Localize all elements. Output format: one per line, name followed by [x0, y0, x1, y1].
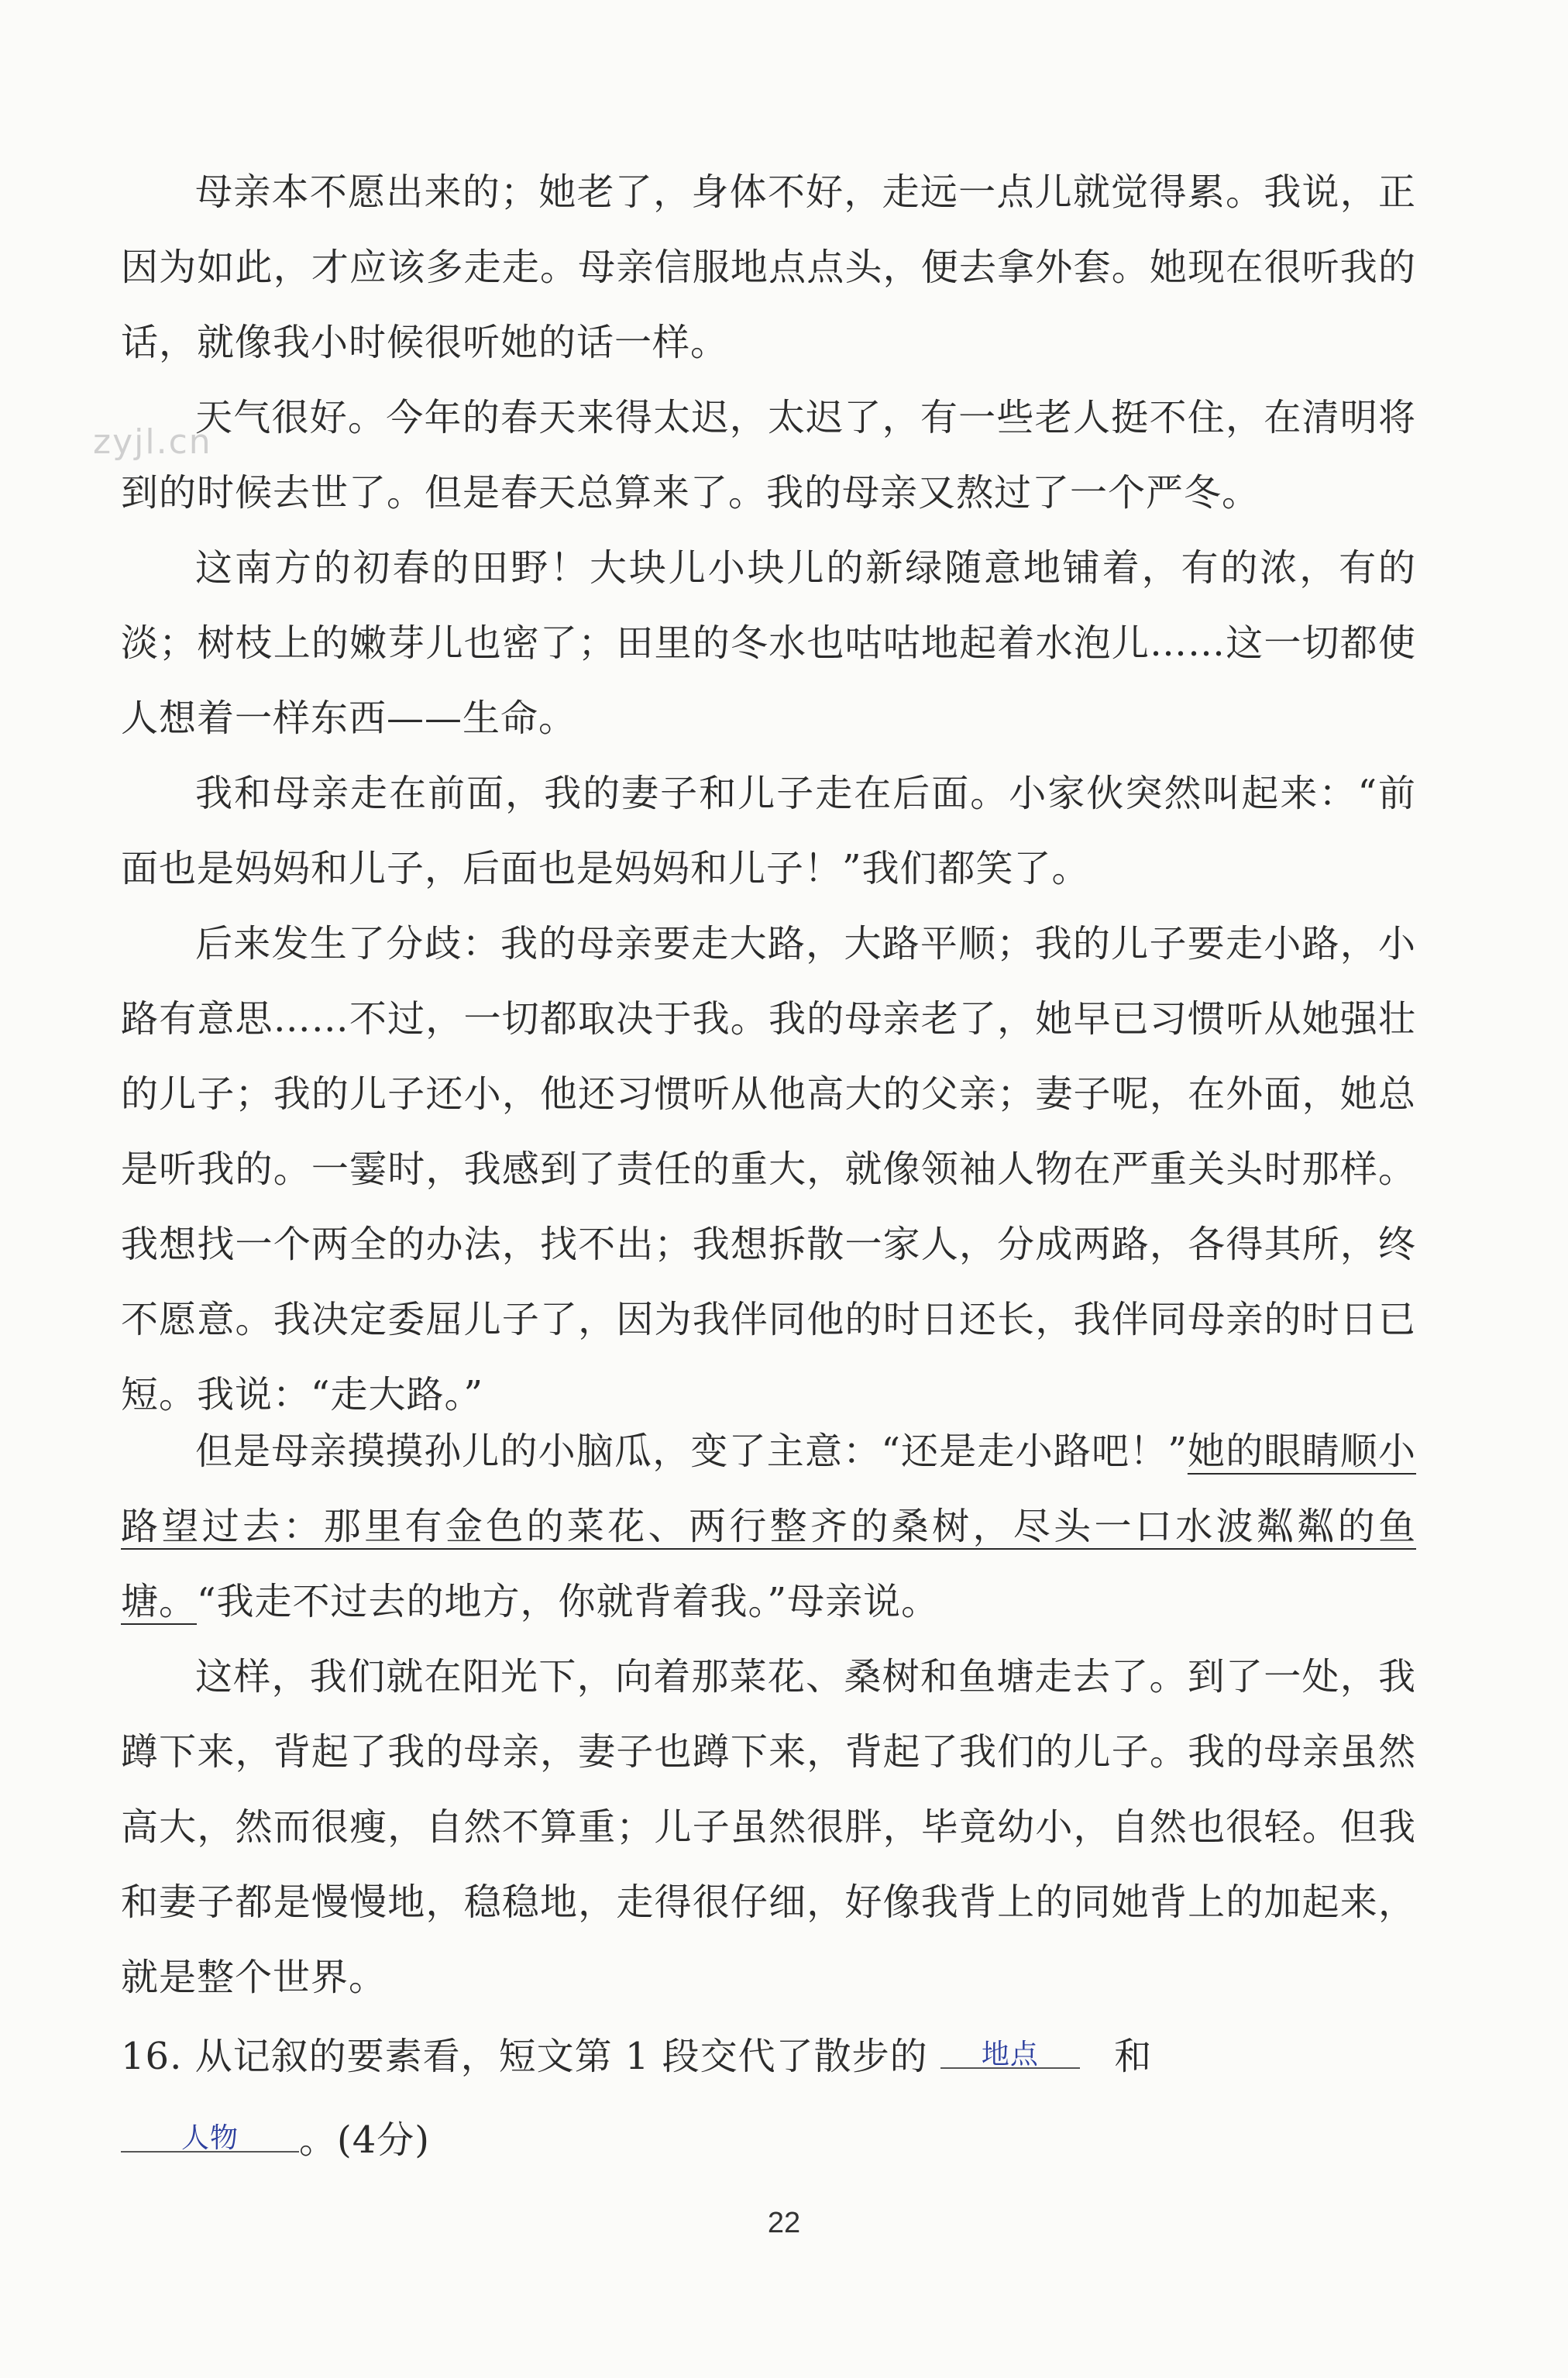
question-16	[121, 2015, 1416, 2182]
answer-1: 地点	[981, 2039, 1039, 2070]
question-text-b: 和	[1114, 2035, 1153, 2078]
answer-2: 人物	[181, 2122, 239, 2154]
question-text-a: 16. 从记叙的要素看，短文第 1 段交代了散步的	[121, 2035, 928, 2078]
paragraph-3: 这南方的初春的田野！大块儿小块儿的新绿随意地铺着，有的浓，有的淡；树枝上的嫩芽儿也密了；田里的冬水也咕咕地起着水泡儿……这一切都使人想着一样东西——生命。	[121, 546, 1416, 740]
answer-blank-1[interactable]	[940, 2030, 1080, 2069]
paragraph-6-after: “我走不过去的地方，你就背着我。”母亲说。	[197, 1580, 940, 1623]
underlined-sentence: 她的眼睛顺小路望过去：那里有金色的菜花、两行整齐的桑树，尽头一口水波粼粼的鱼塘。	[121, 1430, 1416, 1623]
paragraph-7: 这样，我们就在阳光下，向着那菜花、桑树和鱼塘走去了。到了一处，我蹲下来，背起了我的母亲，妻子也蹲下来，背起了我们的儿子。我的母亲虽然高大，然而很瘦，自然不算重；儿子虽然很胖，毕竟幼小，自然也很轻。但我和妻子都是慢慢地，稳稳地，走得很仔细，好像我背上的同她背上的加起来，就是整个世界。	[121, 1655, 1416, 1999]
paragraph-4: 我和母亲走在前面，我的妻子和儿子走在后面。小家伙突然叫起来：“前面也是妈妈和儿子，后面也是妈妈和儿子！”我们都笑了。	[121, 772, 1416, 890]
paragraph-6-before: 但是母亲摸摸孙儿的小脑瓜，变了主意：“还是走小路吧！”	[195, 1430, 1188, 1473]
paragraph-6	[121, 1414, 1416, 1640]
paragraph-1: 母亲本不愿出来的；她老了，身体不好，走远一点儿就觉得累。我说，正因为如此，才应该多走走。母亲信服地点点头，便去拿外套。她现在很听我的话，就像我小时候很听她的话一样。	[121, 170, 1416, 364]
paragraph-2: 天气很好。今年的春天来得太迟，太迟了，有一些老人挺不住，在清明将到的时候去世了。但是春天总算来了。我的母亲又熬过了一个严冬。	[121, 396, 1416, 514]
answer-blank-2[interactable]	[121, 2114, 299, 2153]
question-text-c: 。(4分)	[299, 2118, 430, 2162]
paragraph-5: 后来发生了分歧：我的母亲要走大路，大路平顺；我的儿子要走小路，小路有意思……不过，一切都取决于我。我的母亲老了，她早已习惯听从她强壮的儿子；我的儿子还小，他还习惯听从他高大的父亲；妻子呢，在外面，她总是听我的。一霎时，我感到了责任的重大，就像领袖人物在严重关头时那样。我想找一个两全的办法，找不出；我想拆散一家人，分成两路，各得其所，终不愿意。我决定委屈儿子了，因为我伴同他的时日还长，我伴同母亲的时日已短。我说：“走大路。”	[121, 922, 1416, 1416]
watermark: zyjl.cn	[93, 422, 212, 462]
page-number: 22	[767, 2207, 801, 2239]
